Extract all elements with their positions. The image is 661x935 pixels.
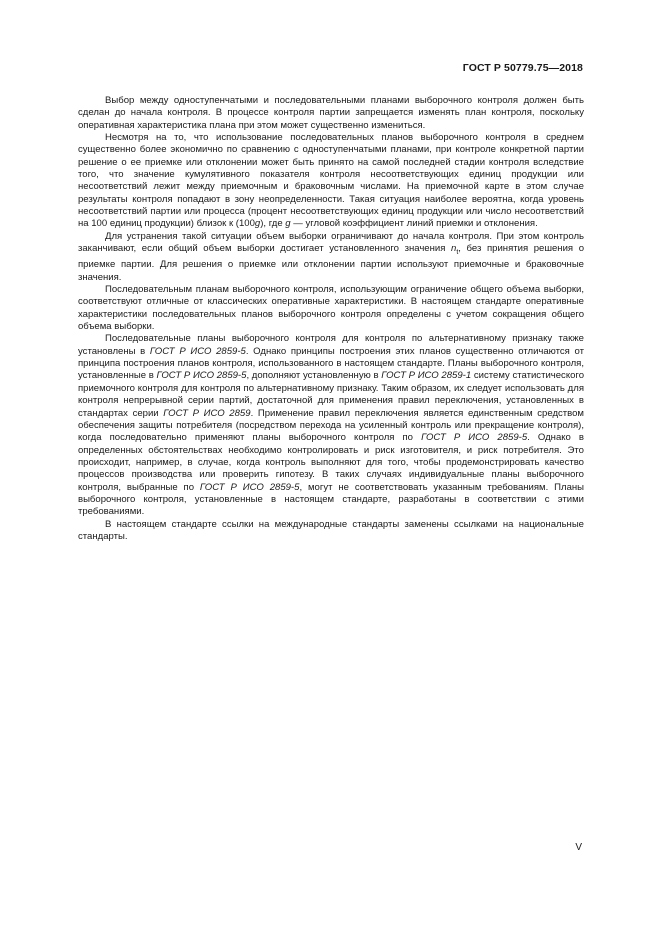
paragraph-6: В настоящем стандарте ссылки на международные стандарты заменены ссылками на национальные стандарты. [78,518,584,542]
standard-reference: ГОСТ Р ИСО 2859-5 [199,481,300,493]
body-text [78,95,584,543]
standard-reference: ГОСТ Р ИСО 2859-1 [381,370,472,382]
variable-g: g [254,218,261,230]
paragraph-5: Последовательные планы выборочного контроля для контроля по альтернативному признаку также установлены в ГОСТ Р ИСО 2859-5. Однако принципы построения этих планов существенно отличаются от принципа построения планов контроля, использованного в настоящем стандарте. Планы выборочного контроля, установленные в ГОСТ Р ИСО 2859-5, дополняют установленную в ГОСТ Р ИСО 2859-1 систему статистического приемочного контроля для контроля по альтернативному признаку. Таким образом, их следует использовать для контроля непрерывной серии партий, достаточной для применения правил переключения, установленных в стандартах серии ГОСТ Р ИСО 2859. Применение правил переключения является единственным средством обеспечения защиты потребителя (посредством перехода на усиленный контроль или прекращение контроля), когда последовательно применяют планы выборочного контроля по ГОСТ Р ИСО 2859-5. Однако в определенных обстоятельствах необходимо контролировать и риск изготовителя, и риск потребителя. Это происходит, например, в случае, когда контроль выполняют для того, чтобы продемонстрировать качество процессов производства или проверить гипотезу. В таких случаях индивидуальные планы выборочного контроля, выбранные по ГОСТ Р ИСО 2859-5, могут не соответствовать указанным требованиям. Планы выборочного контроля, установленные в настоящем стандарте, разработаны в соответствии с этими требованиями. [78,333,585,518]
variable-n: n [451,243,457,255]
paragraph-3: Для устранения такой ситуации объем выборки ограничивают до начала контроля. При этом контроль заканчивают, если общий объем выборки достигает установленного значения $n_t$, без принятия решения о приемке партии. Для решения о приемке или отклонении партии используют приемочные и браковочные значения. [78,230,584,283]
standard-reference: ГОСТ Р ИСО 2859-5 [149,345,246,357]
paragraph-4: Последовательным планам выборочного контроля, использующим ограничение общего объема выборки, соответствуют отличные от классических оперативные характеристики. В настоящем стандарте оперативные характеристики последовательных планов выборочного контроля определены с учетом сокращения общего объема выборки. [78,284,584,333]
standard-reference: ГОСТ Р ИСО 2859-5 [421,432,528,444]
standard-reference: ГОСТ Р ИСО 2859 [163,407,251,419]
variable-g: g [285,218,291,230]
document-header: ГОСТ Р 50779.75—2018 [462,62,583,74]
subscript-t: t [456,249,459,257]
standard-reference: ГОСТ Р ИСО 2859-5 [156,370,247,382]
page-number: V [575,842,582,853]
paragraph-1: Выбор между одноступенчатыми и последовательными планами выборочного контроля должен быть сделан до начала контроля. В процессе контроля партии запрещается изменять план контроля, поскольку оперативная характеристика плана при этом может существенно измениться. [78,95,584,131]
paragraph-2: Несмотря на то, что использование последовательных планов выборочного контроля в среднем существенно более экономично по сравнению с одноступенчатыми планами, при контроле конкретной партии решение о ее приемке или отклонении может быть принято на самой последней стадии контроля вследствие того, что значение кумулятивного показателя контроля несоответствующих единиц продукции или несоответствий лежит между приемочным и браковочным числами. На приемочной карте в этом случае результаты контроля попадают в зону неопределенности. Такая ситуация наиболее вероятна, когда уровень несоответствий партии или процесса (процент несоответствующих единиц продукции или число несоответствий на 100 единиц продукции) близок к (100g), где g — угловой коэффициент линий приемки и отклонения. [78,132,584,230]
